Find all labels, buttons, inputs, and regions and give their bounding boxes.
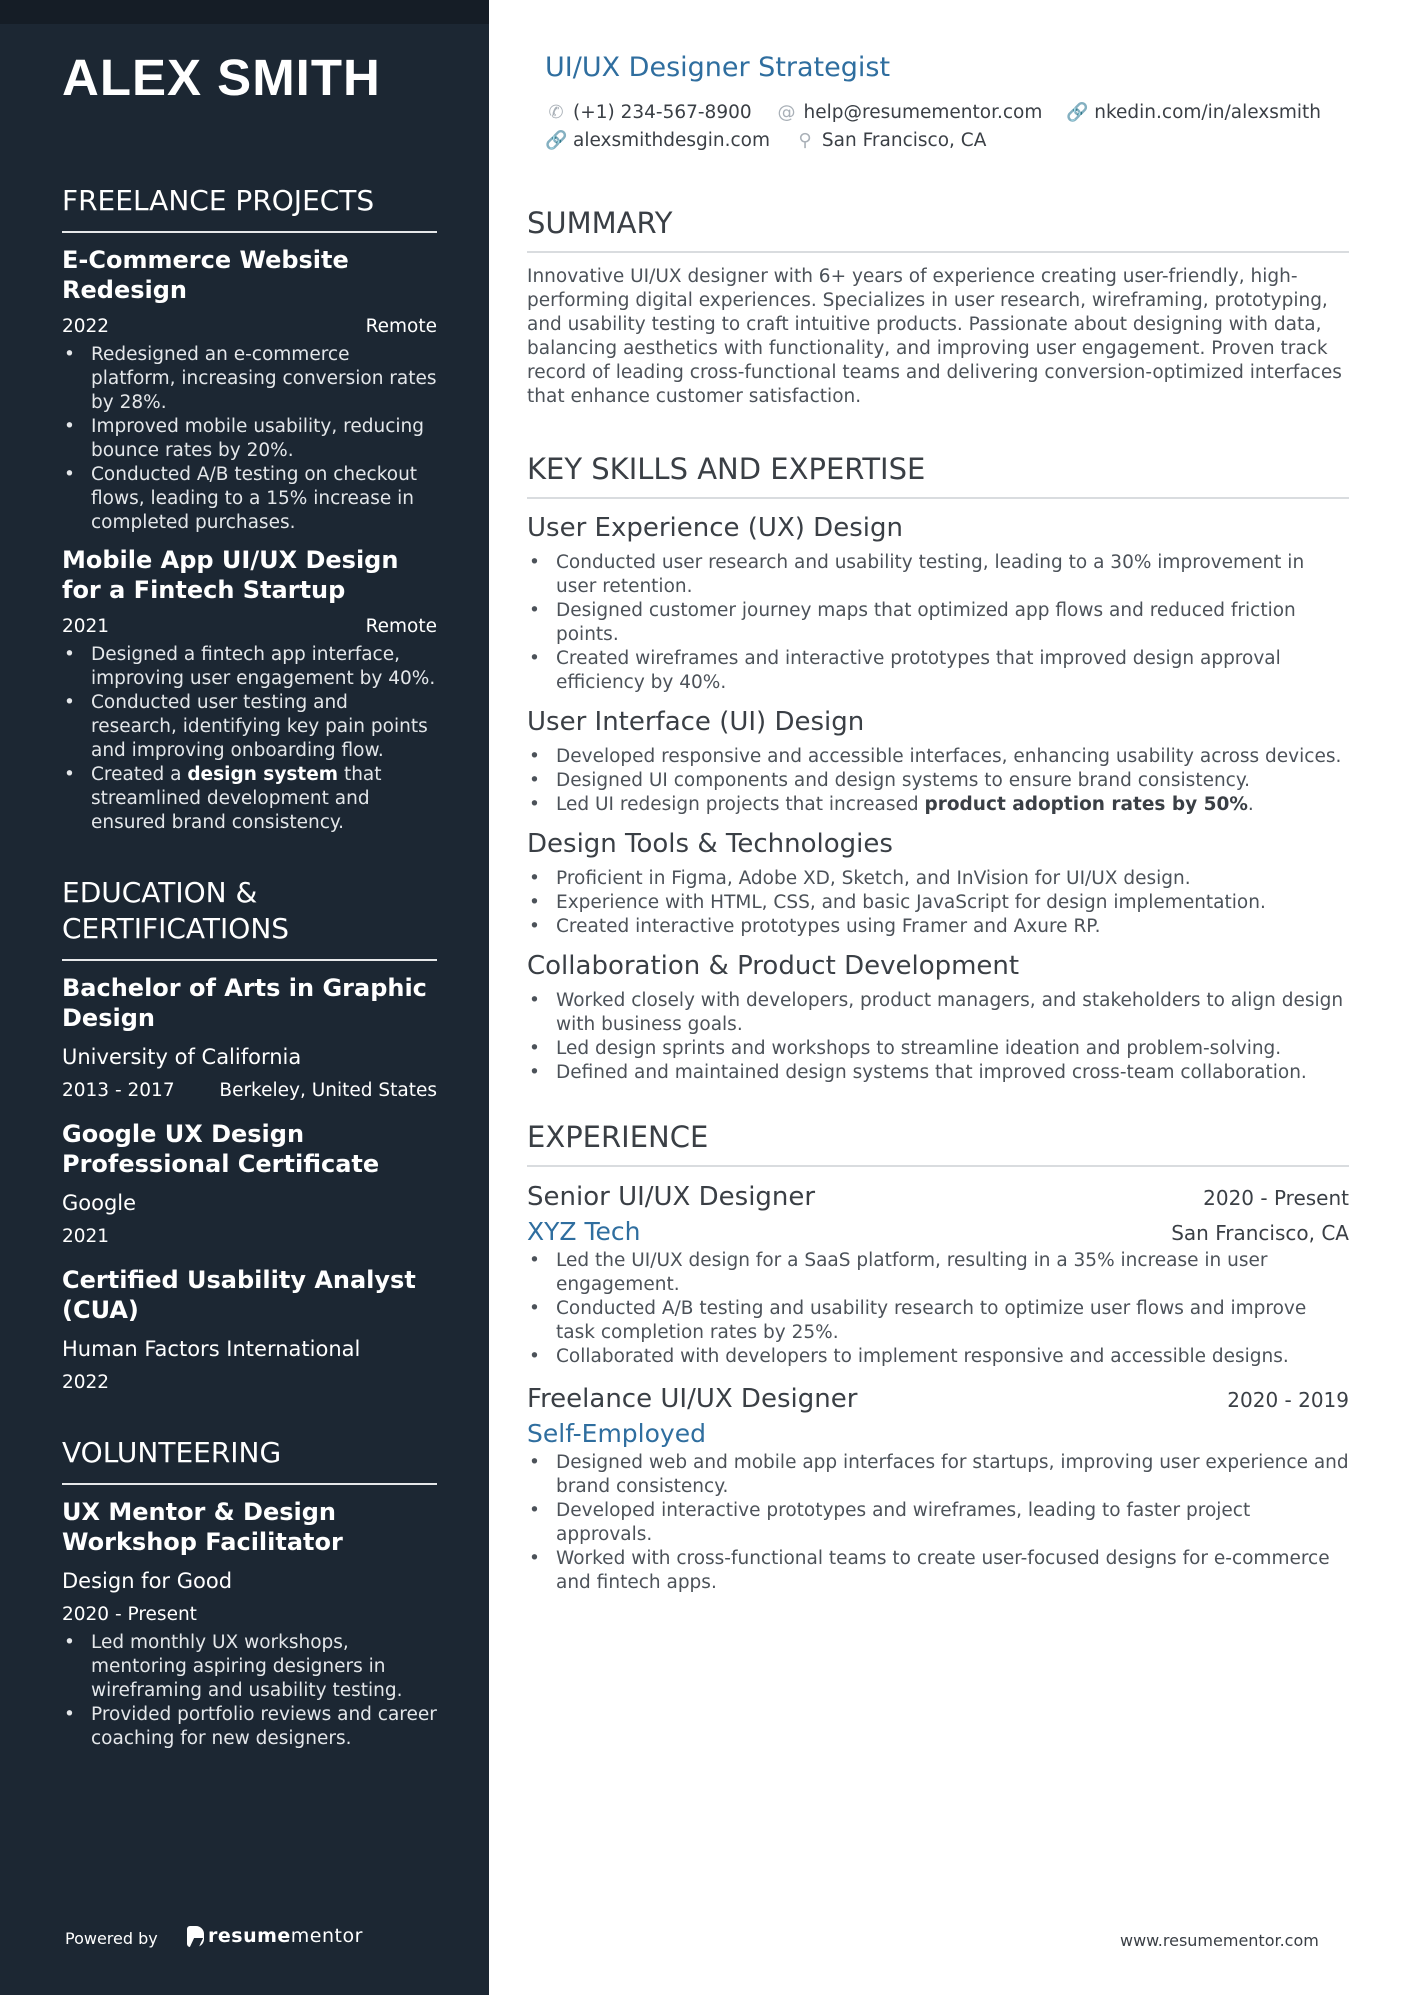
sidebar-top-strip xyxy=(0,0,489,24)
education-title: Certified Usability Analyst (CUA) xyxy=(62,1266,416,1324)
job-dates: 2020 - 2019 xyxy=(1227,1388,1349,1412)
project-year: 2022 xyxy=(62,316,110,337)
bullet-item: • Designed web and mobile app interfaces for startups, improving user experience and brand consistency. xyxy=(527,1451,1349,1499)
bullet-item: • Designed a fintech app interface, improving user engagement by 40%. xyxy=(62,643,437,691)
education-years: 2022 xyxy=(62,1372,110,1393)
contact-email[interactable] xyxy=(776,99,1043,127)
volunteer-meta xyxy=(62,1603,437,1627)
project-meta xyxy=(62,315,437,339)
project-meta xyxy=(62,615,437,639)
bullet-item: • Led monthly UX workshops, mentoring aspiring designers in wireframing and usability testing. xyxy=(62,1631,437,1703)
main-sections xyxy=(527,205,1349,1603)
project-item xyxy=(62,245,437,535)
job-bullets xyxy=(527,1249,1349,1369)
education-years: 2013 - 2017 xyxy=(62,1080,175,1101)
job-title: Freelance UI/UX Designer xyxy=(527,1384,858,1414)
education-org: University of California xyxy=(62,1045,302,1069)
education-item xyxy=(62,973,437,1103)
contact-text: nkedin.com/in/alexsmith xyxy=(1094,102,1322,123)
skills-section xyxy=(527,451,1349,1085)
bullet-item: • Developed interactive prototypes and wireframes, leading to faster project approvals. xyxy=(527,1499,1349,1547)
bullet-item: • Collaborated with developers to implement responsive and accessible designs. xyxy=(527,1345,1349,1369)
bullet-text: Led UI redesign projects that increased xyxy=(556,794,925,815)
brand-name xyxy=(208,1925,363,1947)
bullet-bold-text: product adoption rates by 50% xyxy=(924,794,1248,815)
resumementor-logo-icon xyxy=(187,1926,204,1947)
skill-bullets xyxy=(527,551,1349,695)
job-role-title: UI/UX Designer Strategist xyxy=(545,52,891,83)
job-item xyxy=(527,1381,1349,1595)
skill-group xyxy=(527,511,1349,695)
contact-text: San Francisco, CA xyxy=(821,130,987,151)
section-heading: SUMMARY xyxy=(527,205,1349,253)
job-company-row xyxy=(527,1215,1349,1249)
resumementor-logo[interactable] xyxy=(187,1925,363,1947)
section-heading: VOLUNTEERING xyxy=(62,1435,437,1485)
education-meta xyxy=(62,1371,437,1395)
education-title: Bachelor of Arts in Graphic Design xyxy=(62,974,427,1032)
bullet-item: • Defined and maintained design systems that improved cross-team collaboration. xyxy=(527,1061,1349,1085)
project-title: Mobile App UI/UX Design for a Fintech Startup xyxy=(62,546,399,604)
job-bullets xyxy=(527,1451,1349,1595)
job-location: San Francisco, CA xyxy=(1171,1221,1349,1245)
project-location: Remote xyxy=(365,616,437,637)
bullet-item: • Designed UI components and design systems to ensure brand consistency. xyxy=(527,769,1349,793)
bullet-item: • Created wireframes and interactive prototypes that improved design approval efficiency by 40%. xyxy=(527,647,1349,695)
skill-bullets xyxy=(527,867,1349,939)
bullet-item: • Improved mobile usability, reducing bounce rates by 20%. xyxy=(62,415,437,463)
job-title: Senior UI/UX Designer xyxy=(527,1182,816,1212)
bullet-text: Created a xyxy=(91,764,188,785)
sidebar-content xyxy=(62,50,437,1751)
contact-location xyxy=(794,127,986,155)
skill-group-title: User Interface (UI) Design xyxy=(527,707,865,737)
volunteer-bullets xyxy=(62,1631,437,1751)
education-years: 2021 xyxy=(62,1226,110,1247)
job-company: XYZ Tech xyxy=(527,1217,641,1246)
bullet-text: that streamlined development and ensured brand consistency. xyxy=(91,764,382,833)
footer-website-link[interactable]: www.resumementor.com xyxy=(1120,1931,1319,1950)
education-org: Human Factors International xyxy=(62,1337,361,1361)
job-header xyxy=(527,1179,1349,1215)
contact-text: help@resumementor.com xyxy=(803,102,1043,123)
job-dates: 2020 - Present xyxy=(1203,1186,1349,1210)
skill-group-title: Design Tools & Technologies xyxy=(527,829,893,859)
contact-text: (+1) 234-567-8900 xyxy=(573,102,752,123)
phone-icon: ✆ xyxy=(548,102,564,123)
project-bullets xyxy=(62,643,437,835)
contact-info xyxy=(545,99,1345,155)
bullet-item: • Led design sprints and workshops to streamline ideation and problem-solving. xyxy=(527,1037,1349,1061)
skill-group xyxy=(527,827,1349,939)
skill-group-title: Collaboration & Product Development xyxy=(527,951,1020,981)
candidate-name: ALEX SMITH xyxy=(62,49,381,106)
skill-bullets xyxy=(527,989,1349,1085)
bullet-item: • Redesigned an e-commerce platform, increasing conversion rates by 28%. xyxy=(62,343,437,415)
project-bullets xyxy=(62,343,437,535)
freelance-projects-section xyxy=(62,183,437,835)
education-meta xyxy=(62,1225,437,1249)
education-item xyxy=(62,1119,437,1249)
skill-group xyxy=(527,949,1349,1085)
bullet-item: • Conducted A/B testing and usability research to optimize user flows and improve task completion rates by 25%. xyxy=(527,1297,1349,1345)
contact-website[interactable] xyxy=(545,127,770,155)
education-section xyxy=(62,875,437,1395)
job-item xyxy=(527,1179,1349,1369)
bullet-item: • Developed responsive and accessible interfaces, enhancing usability across devices. xyxy=(527,745,1349,769)
bullet-item: • Conducted user research and usability testing, leading to a 30% improvement in user retention. xyxy=(527,551,1349,599)
bullet-text: . xyxy=(1247,794,1254,815)
brand-name-rest: mentor xyxy=(290,1925,363,1947)
bullet-item: • Worked closely with developers, product managers, and stakeholders to align design with business goals. xyxy=(527,989,1349,1037)
bullet-item: • Led the UI/UX design for a SaaS platform, resulting in a 35% increase in user engagement. xyxy=(527,1249,1349,1297)
education-meta xyxy=(62,1079,437,1103)
brand-name-bold: resume xyxy=(208,1925,291,1947)
bullet-item: • Proficient in Figma, Adobe XD, Sketch, and InVision for UI/UX design. xyxy=(527,867,1349,891)
bullet-item: • Worked with cross-functional teams to create user-focused designs for e-commerce and fintech apps. xyxy=(527,1547,1349,1595)
section-heading: EDUCATION & CERTIFICATIONS xyxy=(62,875,437,961)
contact-phone[interactable] xyxy=(545,99,752,127)
education-org: Google xyxy=(62,1191,137,1215)
volunteer-title: UX Mentor & Design Workshop Facilitator xyxy=(62,1498,343,1556)
job-company: Self-Employed xyxy=(527,1419,706,1448)
at-icon: @ xyxy=(777,102,796,123)
bullet-item xyxy=(62,763,437,835)
bullet-bold-text: design system xyxy=(187,764,339,785)
skill-bullets xyxy=(527,745,1349,817)
skill-group-title: User Experience (UX) Design xyxy=(527,513,903,543)
link-icon: 🔗 xyxy=(1066,102,1089,123)
bullet-item: • Conducted A/B testing on checkout flows, leading to a 15% increase in completed purchases. xyxy=(62,463,437,535)
powered-by-label: Powered by xyxy=(65,1929,158,1948)
bullet-item xyxy=(527,793,1349,817)
bullet-item: • Provided portfolio reviews and career coaching for new designers. xyxy=(62,1703,437,1751)
section-heading: FREELANCE PROJECTS xyxy=(62,183,437,233)
project-title: E-Commerce Website Redesign xyxy=(62,246,349,304)
volunteering-section xyxy=(62,1435,437,1751)
volunteer-org: Design for Good xyxy=(62,1569,233,1593)
contact-text: alexsmithdesgin.com xyxy=(573,130,771,151)
job-company-row xyxy=(527,1417,1349,1451)
education-item xyxy=(62,1265,437,1395)
volunteer-years: 2020 - Present xyxy=(62,1604,197,1625)
sidebar xyxy=(0,0,489,1995)
summary-section xyxy=(527,205,1349,409)
bullet-item: • Conducted user testing and research, identifying key pain points and improving onboarding flow. xyxy=(62,691,437,763)
job-header xyxy=(527,1381,1349,1417)
link-icon: 🔗 xyxy=(545,130,568,151)
bullet-item: • Created interactive prototypes using Framer and Axure RP. xyxy=(527,915,1349,939)
project-year: 2021 xyxy=(62,616,110,637)
skill-group xyxy=(527,705,1349,817)
section-heading: EXPERIENCE xyxy=(527,1119,1349,1167)
education-location: Berkeley, United States xyxy=(219,1080,437,1101)
section-heading: KEY SKILLS AND EXPERTISE xyxy=(527,451,1349,499)
location-icon: ⚲ xyxy=(798,130,812,151)
experience-section xyxy=(527,1119,1349,1595)
summary-text: Innovative UI/UX designer with 6+ years of experience creating user-friendly, high-performing digital experiences. Specializes in user research, wireframing, prototyping, and usability testing to craft intuitive products. Passionate about designing with data, balancing aesthetics with functionality, and improving user engagement. Proven track record of leading cross-functional teams and delivering conversion-optimized interfaces that enhance customer satisfaction. xyxy=(527,266,1342,407)
bullet-item: • Experience with HTML, CSS, and basic JavaScript for design implementation. xyxy=(527,891,1349,915)
contact-linkedin[interactable] xyxy=(1066,99,1321,127)
project-item xyxy=(62,545,437,835)
bullet-item: • Designed customer journey maps that optimized app flows and reduced friction points. xyxy=(527,599,1349,647)
project-location: Remote xyxy=(365,316,437,337)
education-title: Google UX Design Professional Certificate xyxy=(62,1120,380,1178)
